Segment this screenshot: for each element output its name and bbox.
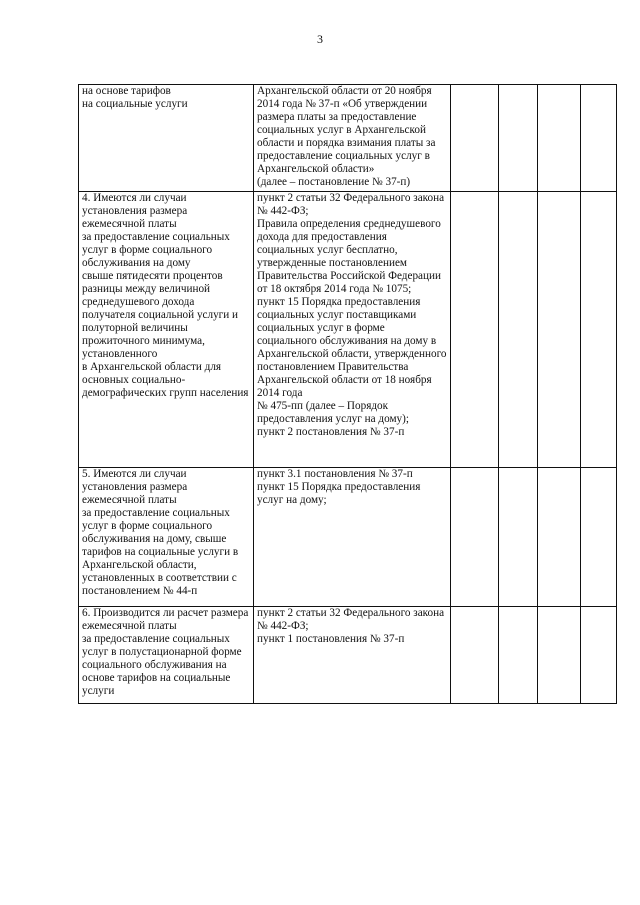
legal-basis-cell: пункт 3.1 постановления № 37-п пункт 15 Порядка предоставления услуг на дому; [254,468,451,607]
question-cell: 6. Производится ли расчет размера ежемесячной платы за предоставление социальных услуг в полустационарной форме социального обслуживания на основе тарифов на социальные услуги [79,607,254,704]
legal-basis-cell: пункт 2 статьи 32 Федерального закона № 442-ФЗ; пункт 1 постановления № 37-п [254,607,451,704]
note-cell [581,85,617,192]
table-row [79,607,617,704]
table-row [79,468,617,607]
table-row [79,192,617,468]
note-cell [581,468,617,607]
answer-na-cell [538,468,581,607]
legal-basis-cell: Архангельской области от 20 ноября 2014 года № 37-п «Об утверждении размера платы за предоставление социальных услуг в Архангельской области и порядка взимания платы за предоставление социальных услуг в Архангельской области» (далее – постановление № 37-п) [254,85,451,192]
checklist-table [78,84,617,704]
question-cell: 4. Имеются ли случаи установления размера ежемесячной платы за предоставление социальных услуг в форме социального обслуживания на дому свыше пятидесяти процентов разницы между величиной среднедушевого дохода получателя социальной услуги и полуторной величины прожиточного минимума, установленного в Архангельской области для основных социально-демографических групп населения [79,192,254,468]
answer-na-cell [538,85,581,192]
answer-yes-cell [451,468,499,607]
answer-yes-cell [451,607,499,704]
answer-no-cell [499,607,538,704]
answer-no-cell [499,192,538,468]
note-cell [581,192,617,468]
answer-yes-cell [451,85,499,192]
answer-yes-cell [451,192,499,468]
note-cell [581,607,617,704]
answer-na-cell [538,607,581,704]
question-cell: на основе тарифов на социальные услуги [79,85,254,192]
question-cell: 5. Имеются ли случаи установления размера ежемесячной платы за предоставление социальных услуг в форме социального обслуживания на дому, свыше тарифов на социальные услуги в Архангельской области, установленных в соответствии с постановлением № 44-п [79,468,254,607]
legal-basis-cell: пункт 2 статьи 32 Федерального закона № 442-ФЗ; Правила определения среднедушевого дохода для предоставления социальных услуг бесплатно, утвержденные постановлением Правительства Российской Федерации от 18 октября 2014 года № 1075; пункт 15 Порядка предоставления социальных услуг поставщиками социальных услуг в форме социального обслуживания на дому в Архангельской области, утвержденного постановлением Правительства Архангельской области от 18 ноября 2014 года № 475-пп (далее – Порядок предоставления услуг на дому); пункт 2 постановления № 37-п [254,192,451,468]
table-row [79,85,617,192]
answer-na-cell [538,192,581,468]
answer-no-cell [499,468,538,607]
page-number: 3 [317,32,323,46]
answer-no-cell [499,85,538,192]
